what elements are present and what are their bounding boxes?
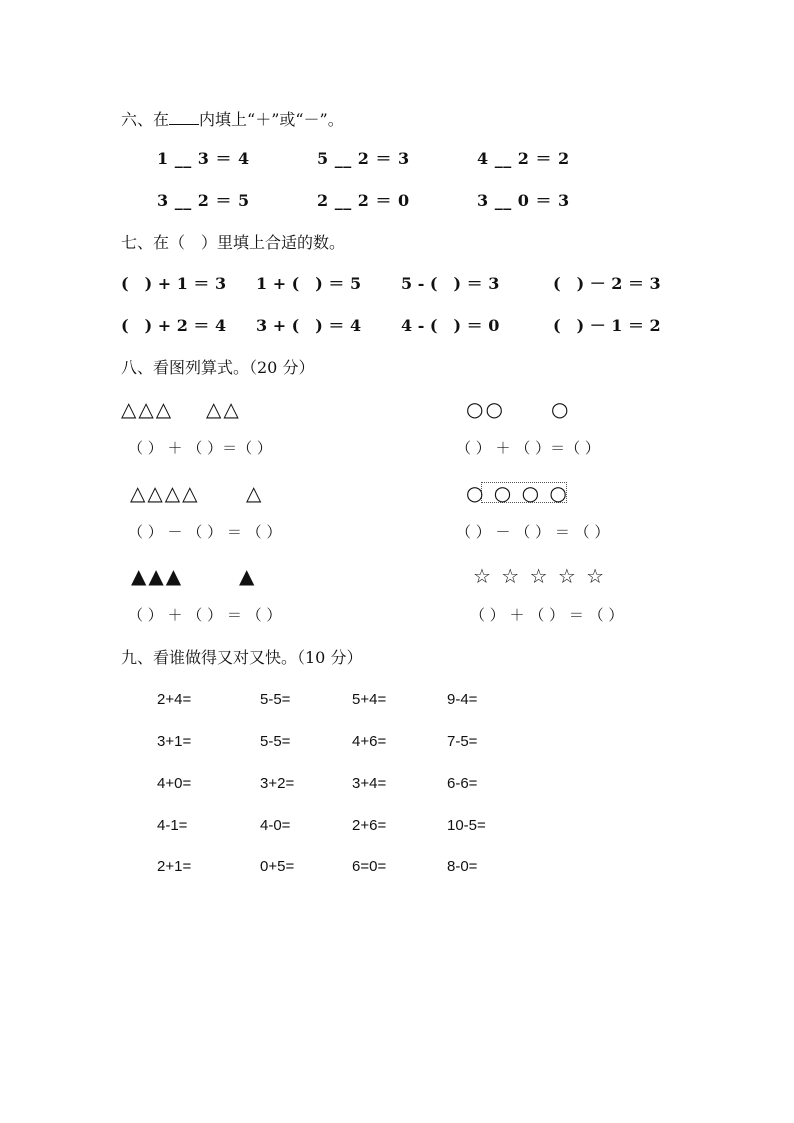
section8-heading: 八、看图列算式。（20 分） [121,358,315,377]
s8-l3-shapes-b: ▲ [239,564,257,588]
s7-r2-c4: ( ) － 1 ＝ 2 [553,316,661,335]
s7-r2-c2: 3 + ( ) ＝ 4 [256,316,362,335]
s8-r1-shapes-a: ○○ [466,397,505,421]
s8-l2-shapes-a: △△△△ [130,481,200,505]
s9-r1-c4: 9-4= [447,691,478,708]
s7-r2-c1: ( ) + 2 ＝ 4 [121,316,227,335]
s8-r1-formula: （ ） ＋ （ ）＝（ ） [456,439,600,457]
s9-r4-c2: 4-0= [260,817,291,834]
s8-r3-shapes-a: ☆ ☆ ☆ ☆ ☆ [473,564,607,588]
section9-heading: 九、看谁做得又对又快。（10 分） [121,648,363,667]
s9-r1-c2: 5-5= [260,691,291,708]
s9-r2-c2: 5-5= [260,733,291,750]
s7-r1-c1: ( ) + 1 ＝ 3 [121,274,227,293]
s9-r5-c1: 2+1= [157,858,192,875]
s9-r1-c3: 5+4= [352,691,387,708]
s6-r2-c3: 3 __ 0 ＝ 3 [477,191,570,210]
s6-r1-c1: 1 __ 3 ＝ 4 [157,149,250,168]
s7-r1-c3: 5 - ( ) ＝ 3 [401,274,500,293]
s6-r2-c1: 3 __ 2 ＝ 5 [157,191,250,210]
s9-r4-c1: 4-1= [157,817,188,834]
s8-l3-formula: （ ） ＋ （ ） ＝ （ ） [128,606,282,624]
s8-l2-shapes-b: △ [246,481,264,505]
s9-r3-c4: 6-6= [447,775,478,792]
s8-l1-shapes-b: △△ [206,397,241,421]
s6-r1-c3: 4 __ 2 ＝ 2 [477,149,570,168]
section6-heading-pre: 六、在 [121,110,170,129]
s8-r1-shapes-b: ○ [551,397,571,421]
s7-r1-c2: 1 + ( ) ＝ 5 [256,274,362,293]
s9-r5-c3: 6=0= [352,858,387,875]
s6-r2-c2: 2 __ 2 ＝ 0 [317,191,410,210]
s9-r2-c4: 7-5= [447,733,478,750]
s8-r2-formula: （ ） － （ ） ＝ （ ） [456,523,610,541]
section6-heading [121,110,344,128]
section6-heading-post: 内填上“＋”或“－”。 [199,110,344,129]
s9-r2-c1: 3+1= [157,733,192,750]
s9-r3-c1: 4+0= [157,775,192,792]
s9-r3-c2: 3+2= [260,775,295,792]
s8-l2-formula: （ ） － （ ） ＝ （ ） [128,523,282,541]
section6-heading-blank [169,110,199,125]
s9-r3-c3: 3+4= [352,775,387,792]
s9-r5-c2: 0+5= [260,858,295,875]
s9-r5-c4: 8-0= [447,858,478,875]
s8-l1-formula: （ ） ＋ （ ）＝（ ） [128,439,272,457]
s9-r4-c4: 10-5= [447,817,486,834]
s9-r4-c3: 2+6= [352,817,387,834]
s7-r1-c4: ( ) － 2 ＝ 3 [553,274,661,293]
s7-r2-c3: 4 - ( ) ＝ 0 [401,316,500,335]
s6-r1-c2: 5 __ 2 ＝ 3 [317,149,410,168]
s8-r3-formula: （ ） ＋ （ ） ＝ （ ） [470,606,624,624]
s8-r2-shapes-a: ○ ○ ○ ○ [466,481,569,505]
section7-heading: 七、在（ ）里填上合适的数。 [121,233,346,252]
s8-l3-shapes-a: ▲▲▲ [131,564,184,588]
s9-r1-c1: 2+4= [157,691,192,708]
s8-l1-shapes-a: △△△ [121,397,174,421]
s9-r2-c3: 4+6= [352,733,387,750]
